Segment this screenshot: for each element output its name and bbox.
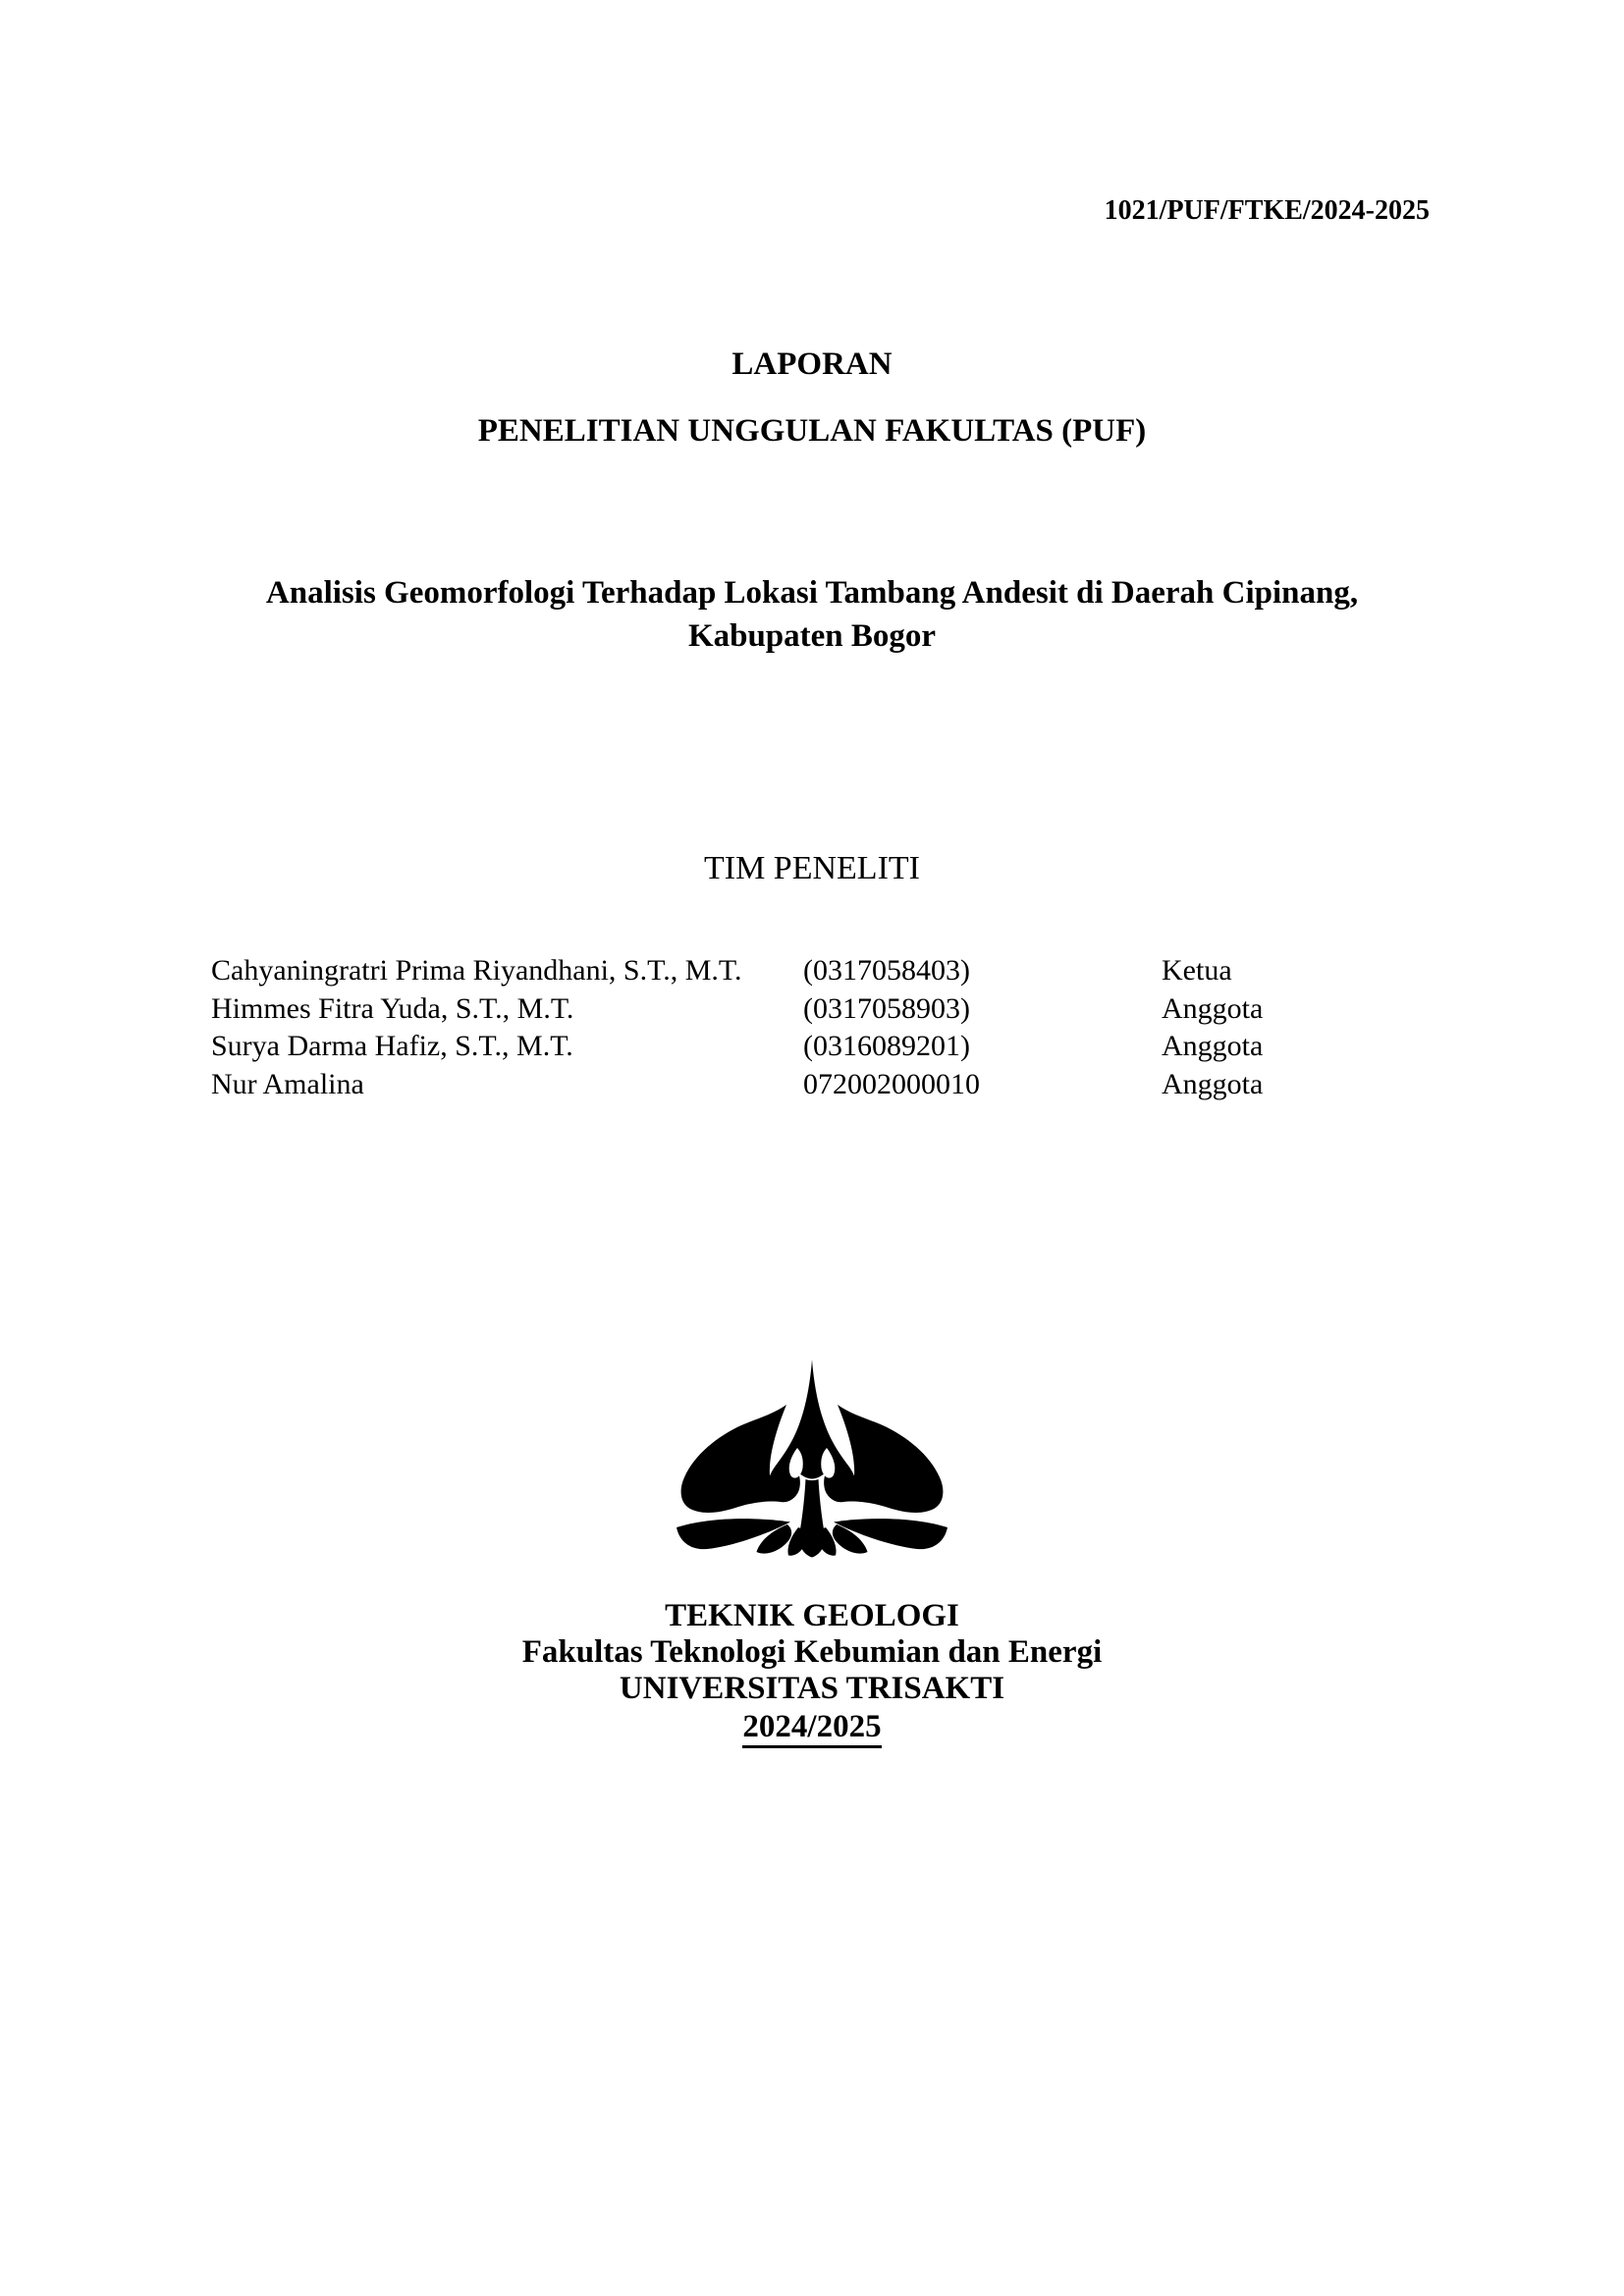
member-name: Cahyaningratri Prima Riyandhani, S.T., M.T. bbox=[211, 954, 742, 987]
member-role: Anggota bbox=[1162, 991, 1264, 1025]
member-role: Anggota bbox=[1162, 1067, 1264, 1100]
team-section-heading: TIM PENELITI bbox=[703, 850, 920, 886]
table-row bbox=[211, 990, 1263, 1029]
academic-year: 2024/2025 bbox=[742, 1711, 881, 1748]
report-title bbox=[0, 571, 1624, 658]
report-title-line-2: Kabupaten Bogor bbox=[687, 618, 937, 654]
institution-block bbox=[0, 1598, 1624, 1748]
department-name: TEKNIK GEOLOGI bbox=[665, 1598, 959, 1633]
member-id: (0317058403) bbox=[803, 954, 970, 987]
member-id: (0317058903) bbox=[803, 991, 970, 1025]
program-heading: PENELITIAN UNGGULAN FAKULTAS (PUF) bbox=[477, 413, 1147, 449]
table-row bbox=[211, 1028, 1263, 1066]
member-role: Ketua bbox=[1162, 954, 1232, 987]
team-table bbox=[211, 952, 1263, 1103]
trisakti-trident-logo-icon bbox=[675, 1360, 949, 1562]
university-name: UNIVERSITAS TRISAKTI bbox=[619, 1671, 1005, 1706]
report-type-heading: LAPORAN bbox=[731, 347, 893, 382]
faculty-name: Fakultas Teknologi Kebumian dan Energi bbox=[521, 1634, 1103, 1670]
member-name: Himmes Fitra Yuda, S.T., M.T. bbox=[211, 991, 574, 1025]
table-row bbox=[211, 952, 1263, 990]
member-name: Nur Amalina bbox=[211, 1067, 364, 1100]
academic-year-line bbox=[0, 1707, 1624, 1748]
member-id: 072002000010 bbox=[803, 1067, 980, 1100]
report-title-line-1: Analisis Geomorfologi Terhadap Lokasi Tambang Andesit di Daerah Cipinang, bbox=[265, 575, 1359, 611]
document-number: 1021/PUF/FTKE/2024-2025 bbox=[1104, 195, 1430, 226]
member-role: Anggota bbox=[1162, 1030, 1264, 1062]
member-name: Surya Darma Hafiz, S.T., M.T. bbox=[211, 1030, 573, 1062]
member-id: (0316089201) bbox=[803, 1030, 970, 1062]
table-row bbox=[211, 1066, 1263, 1104]
